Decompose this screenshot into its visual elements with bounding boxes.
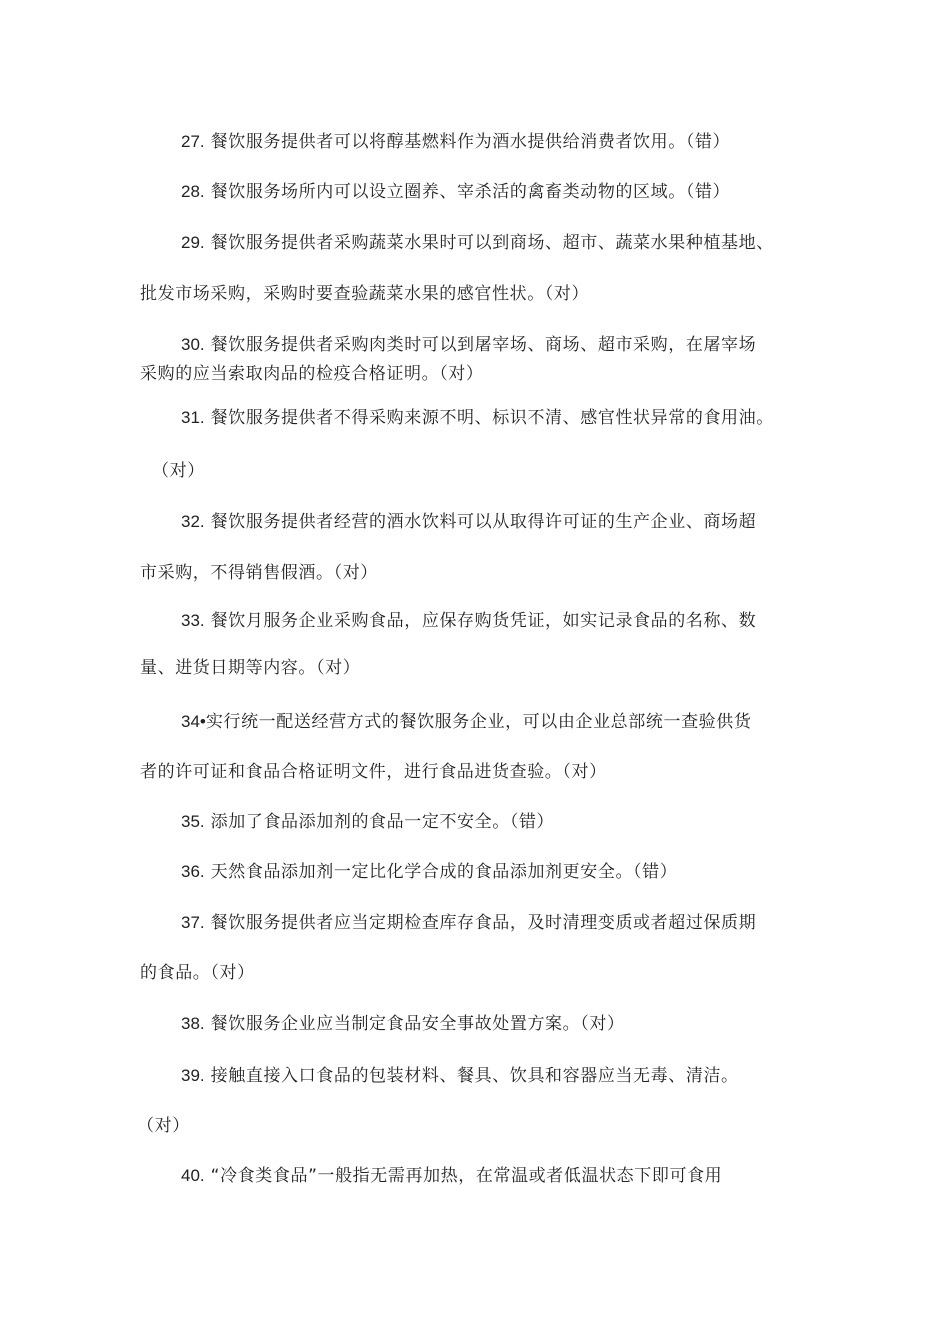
item-text: 餐饮服务场所内可以设立圈养、宰杀活的禽畜类动物的区域。（错） — [210, 182, 731, 202]
item-number: 32. — [181, 512, 205, 531]
item-30-line-2: 采购的应当索取肉品的检疫合格证明。（对） — [140, 364, 484, 384]
item-38-line-1 — [181, 1013, 625, 1035]
item-29-line-1 — [181, 232, 774, 254]
item-number: 37. — [181, 913, 205, 932]
item-34-line-2: 者的许可证和食品合格证明文件，进行食品进货查验。（对） — [140, 762, 607, 782]
item-text: 餐饮服务提供者采购蔬菜水果时可以到商场、超市、蔬菜水果种植基地、 — [210, 233, 774, 253]
item-39-line-2: （对） — [137, 1116, 190, 1136]
item-number: 39. — [181, 1066, 205, 1085]
item-36-line-1 — [181, 861, 677, 883]
item-number: 31. — [181, 408, 205, 427]
item-text: 餐饮月服务企业采购食品，应保存购货凭证，如实记录食品的名称、数 — [210, 611, 757, 631]
item-text: 餐饮服务提供者采购肉类时可以到屠宰场、商场、超市采购，在屠宰场 — [210, 335, 757, 355]
item-27-line-1 — [181, 131, 730, 153]
item-number: 27. — [181, 132, 205, 151]
item-number: 38. — [181, 1014, 205, 1033]
item-number: 33. — [181, 611, 205, 630]
item-30-line-1 — [181, 334, 756, 356]
item-35-line-1 — [181, 811, 554, 833]
item-number: 30. — [181, 335, 205, 354]
item-text: 添加了食品添加剂的食品一定不安全。（错） — [210, 812, 555, 832]
item-37-line-1 — [181, 912, 756, 934]
item-number: 34• — [181, 712, 206, 731]
item-text: 餐饮服务提供者不得采购来源不明、标识不清、感官性状异常的食用油。 — [210, 408, 774, 428]
item-text: 餐饮服务提供者可以将醇基燃料作为酒水提供给消费者饮用。（错） — [210, 132, 731, 152]
item-31-line-2: （对） — [152, 461, 205, 481]
item-text: 餐饮服务提供者应当定期检查库存食品，及时清理变质或者超过保质期 — [210, 913, 757, 933]
item-32-line-2: 市采购，不得销售假酒。（对） — [140, 563, 378, 583]
item-31-line-1 — [181, 407, 774, 429]
item-text: 接触直接入口食品的包装材料、餐具、饮具和容器应当无毒、清洁。 — [210, 1066, 739, 1086]
item-text: “冷食类食品”一般指无需再加热，在常温或者低温状态下即可食用 — [210, 1166, 723, 1186]
item-32-line-1 — [181, 511, 756, 533]
item-number: 29. — [181, 233, 205, 252]
item-text: 餐饮服务企业应当制定食品安全事故处置方案。（对） — [210, 1014, 625, 1034]
item-number: 36. — [181, 862, 205, 881]
item-text: 天然食品添加剂一定比化学合成的食品添加剂更安全。（错） — [210, 862, 678, 882]
item-33-line-2: 量、进货日期等内容。（对） — [140, 658, 361, 678]
item-28-line-1 — [181, 181, 730, 203]
item-39-line-1 — [181, 1065, 739, 1087]
item-29-line-2: 批发市场采购，采购时要查验蔬菜水果的感官性状。（对） — [140, 284, 590, 304]
item-33-line-1 — [181, 610, 756, 632]
item-number: 28. — [181, 182, 205, 201]
item-text: 餐饮服务提供者经营的酒水饮料可以从取得许可证的生产企业、商场超 — [210, 512, 757, 532]
item-number: 35. — [181, 812, 205, 831]
item-34-line-1 — [181, 711, 751, 733]
item-number: 40. — [181, 1166, 205, 1185]
item-37-line-2: 的食品。（对） — [140, 963, 255, 983]
item-text: 实行统一配送经营方式的餐饮服务企业，可以由企业总部统一查验供货 — [205, 712, 752, 732]
item-40-line-1 — [181, 1165, 722, 1187]
